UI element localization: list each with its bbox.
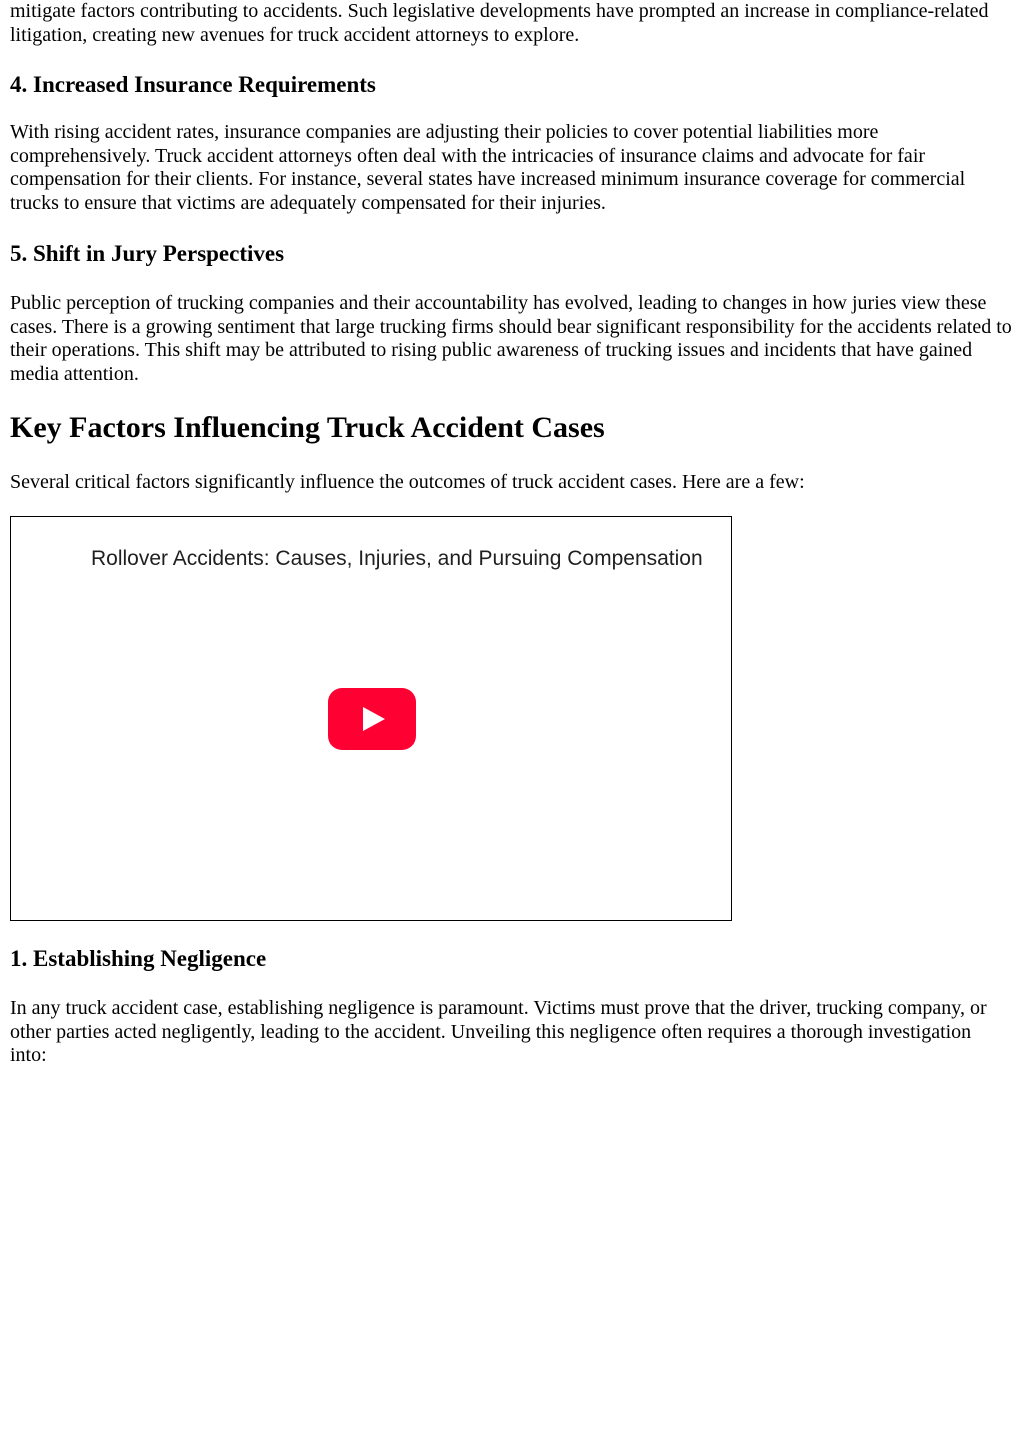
section-body-jury: Public perception of trucking companies and their accountability has evolved, leading to changes in how juries view these cases. There is a growing sentiment that large trucking firms should bear significant responsibility for the accidents related to their operations. This shift may be attributed to rising public awareness of trucking issues and incidents that have gained media attention. <box>10 292 1012 385</box>
video-title[interactable]: Rollover Accidents: Causes, Injuries, and Pursuing Compensation <box>91 547 703 570</box>
section-heading-insurance: 4. Increased Insurance Requirements <box>10 72 376 97</box>
key-factors-heading: Key Factors Influencing Truck Accident Cases <box>10 411 605 444</box>
section-heading-negligence: 1. Establishing Negligence <box>10 946 267 971</box>
youtube-play-icon[interactable] <box>328 688 416 750</box>
play-button-svg <box>328 688 416 750</box>
intro-tail-paragraph: mitigate factors contributing to accidents. Such legislative developments have prompted an increase in compliance-related litigation, creating new avenues for truck accident attorneys to explore. <box>10 0 989 46</box>
section-body-negligence: In any truck accident case, establishing negligence is paramount. Victims must prove that the driver, trucking company, or other parties acted negligently, leading to the accident. Unveiling this negligence often requires a thorough investigation into: <box>10 997 987 1066</box>
embedded-video[interactable] <box>10 516 732 921</box>
section-heading-jury: 5. Shift in Jury Perspectives <box>10 241 285 266</box>
key-factors-intro: Several critical factors significantly influence the outcomes of truck accident cases. Here are a few: <box>10 471 805 493</box>
section-body-insurance: With rising accident rates, insurance companies are adjusting their policies to cover potential liabilities more comprehensively. Truck accident attorneys often deal with the intricacies of insurance claims and advocate for fair compensation for their clients. For instance, several states have increased minimum insurance coverage for commercial trucks to ensure that victims are adequately compensated for their injuries. <box>10 121 966 214</box>
